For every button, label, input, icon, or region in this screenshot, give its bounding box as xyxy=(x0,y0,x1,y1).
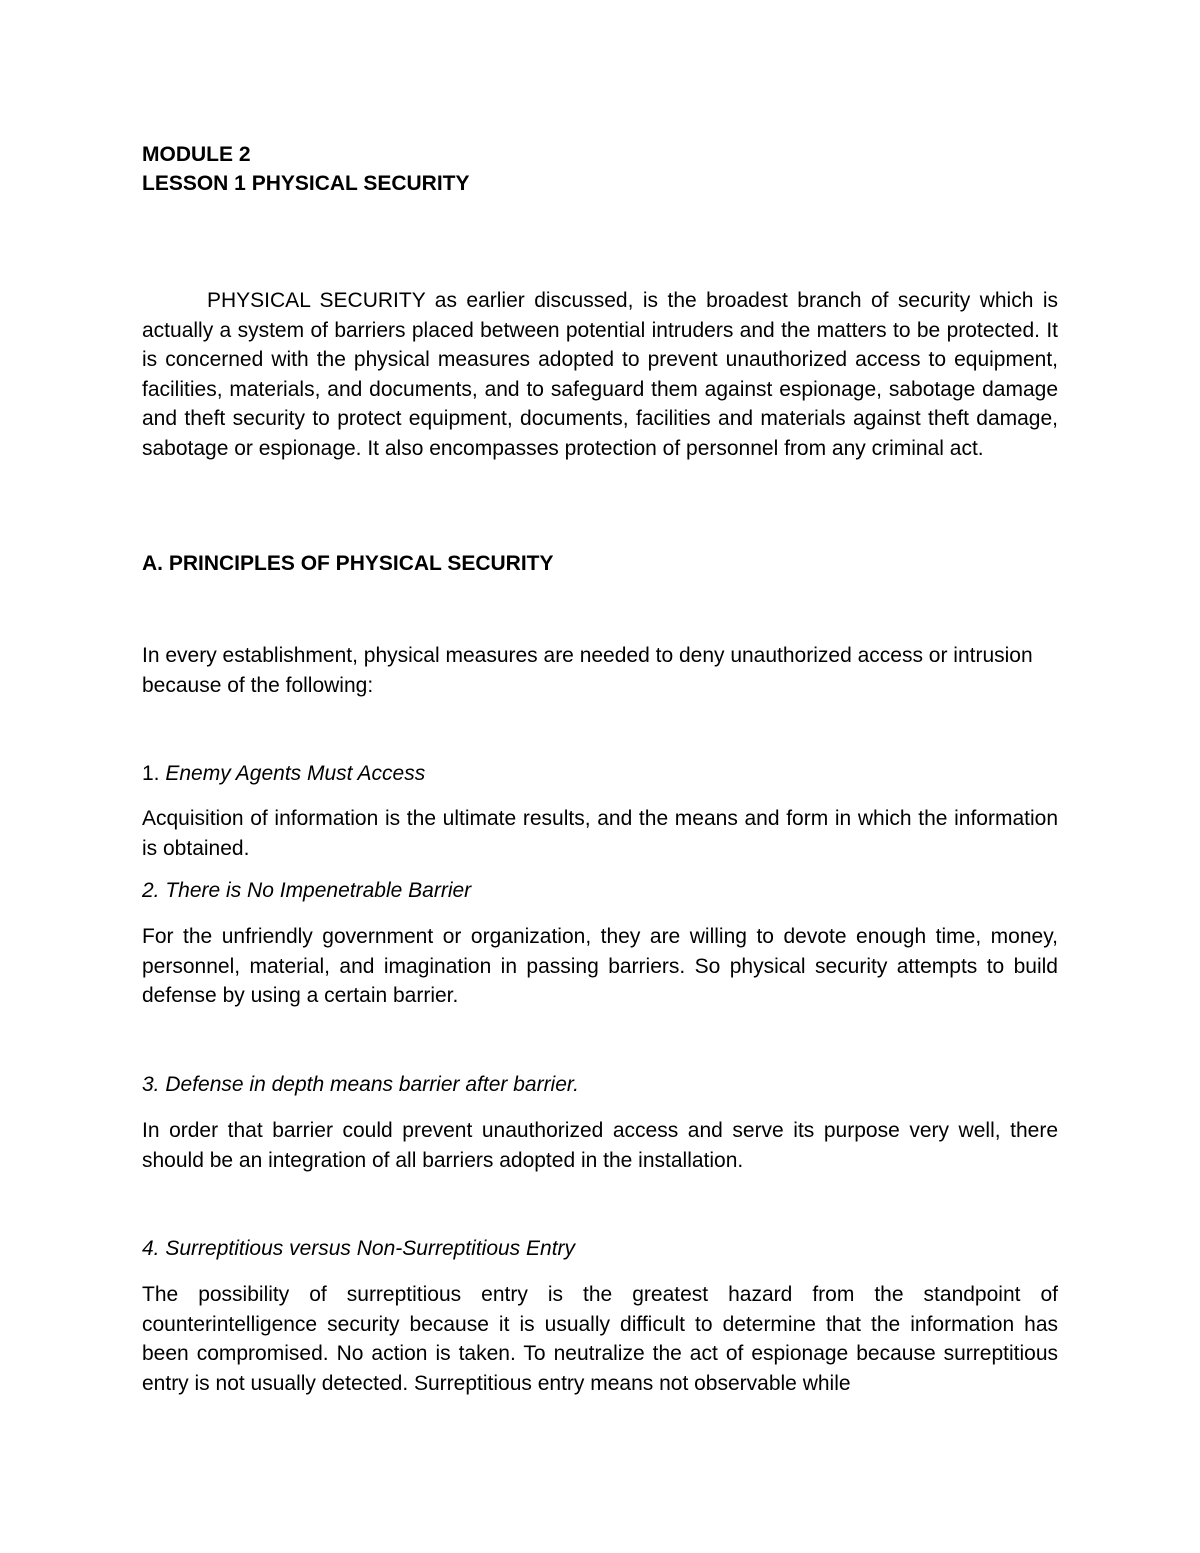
principle-heading xyxy=(142,759,1058,789)
principle-heading xyxy=(142,1234,1058,1264)
principle-number: 4. xyxy=(142,1237,160,1260)
lesson-title: LESSON 1 PHYSICAL SECURITY xyxy=(142,172,470,195)
principle-text: Acquisition of information is the ultimate results, and the means and form in which the information is obtained. xyxy=(142,807,1058,860)
intro-paragraph: PHYSICAL SECURITY as earlier discussed, is the broadest branch of security which is actually a system of barriers placed between potential intruders and the matters to be protected. It is concerned with the physical measures adopted to prevent unauthorized access to equipment, facilities, materials, and documents, and to safeguard them against espionage, sabotage damage and theft security to protect equipment, documents, facilities and materials against theft damage, sabotage or espionage. It also encompasses protection of personnel from any criminal act. xyxy=(142,289,1058,460)
principle-text: For the unfriendly government or organization, they are willing to devote enough time, money, personnel, material, and imagination in passing barriers. So physical security attempts to build defense by using a certain barrier. xyxy=(142,925,1058,1007)
principle-heading xyxy=(142,1070,1058,1100)
principle-number: 2. xyxy=(142,879,160,902)
principle-title: Defense in depth means barrier after barrier. xyxy=(165,1073,579,1096)
module-title: MODULE 2 xyxy=(142,143,251,166)
principle-title: Enemy Agents Must Access xyxy=(165,762,426,785)
section-intro-paragraph: In every establishment, physical measures are needed to deny unauthorized access or intrusion because of the following: xyxy=(142,644,1033,697)
principle-title: There is No Impenetrable Barrier xyxy=(165,879,472,902)
principle-number: 3. xyxy=(142,1073,160,1096)
principle-number: 1. xyxy=(142,762,160,785)
section-heading: A. PRINCIPLES OF PHYSICAL SECURITY xyxy=(142,552,554,575)
principle-text: In order that barrier could prevent unauthorized access and serve its purpose very well, there should be an integration of all barriers adopted in the installation. xyxy=(142,1119,1058,1172)
principle-title: Surreptitious versus Non-Surreptitious Entry xyxy=(165,1237,576,1260)
principle-text: The possibility of surreptitious entry is the greatest hazard from the standpoint of counterintelligence security because it is usually difficult to determine that the information has been compromised. No action is taken. To neutralize the act of espionage because surreptitious entry is not usually detected. Surreptitious entry means not observable while xyxy=(142,1283,1058,1395)
principle-heading xyxy=(142,876,1058,906)
